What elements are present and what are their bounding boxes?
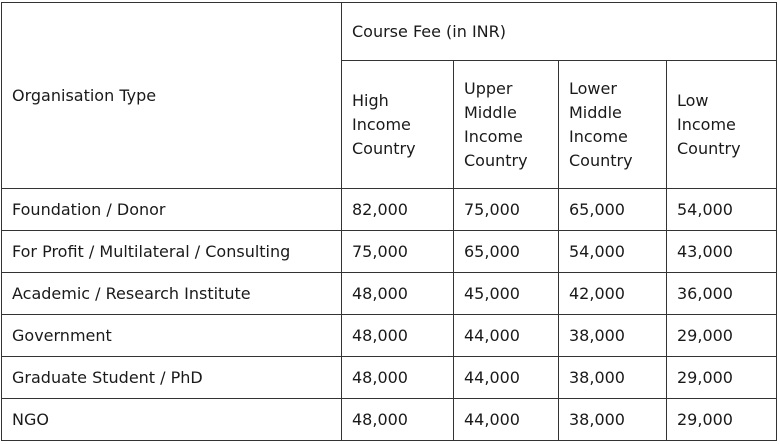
table-row: [2, 189, 777, 231]
lower-middle-income-country-header: Lower Middle Income Country: [559, 61, 667, 189]
organisation-cell: Graduate Student / PhD: [2, 357, 342, 399]
fee-cell: 42,000: [559, 273, 667, 315]
fee-cell: 65,000: [454, 231, 559, 273]
high-income-country-header: High Income Country: [342, 61, 454, 189]
header-row: [2, 3, 777, 61]
fee-cell: 48,000: [342, 273, 454, 315]
fee-cell-wrap: [677, 282, 766, 306]
fee-cell: 48,000: [342, 357, 454, 399]
table-row: [2, 273, 777, 315]
fee-cell: 29,000: [667, 399, 777, 441]
fee-cell: 38,000: [559, 357, 667, 399]
fee-cell: 45,000: [454, 273, 559, 315]
organisation-cell: Government: [2, 315, 342, 357]
table-row: [2, 315, 777, 357]
course-fee-table: [1, 2, 777, 441]
fee-cell: 44,000: [454, 357, 559, 399]
organisation-cell: NGO: [2, 399, 342, 441]
low-income-country-header: Low Income Country: [667, 61, 777, 189]
upper-middle-income-country-header: Upper Middle Income Country: [454, 61, 559, 189]
fee-cell: 54,000: [667, 189, 777, 231]
fee-cell: 44,000: [454, 315, 559, 357]
table-row: [2, 231, 777, 273]
fee-value: 36,000: [677, 283, 733, 303]
fee-cell: 29,000: [667, 315, 777, 357]
fee-cell: 82,000: [342, 189, 454, 231]
fee-cell: 43,000: [667, 231, 777, 273]
organisation-cell: Academic / Research Institute: [2, 273, 342, 315]
fee-cell: 48,000: [342, 399, 454, 441]
organisation-type-header: Organisation Type: [2, 3, 342, 189]
table-row: [2, 357, 777, 399]
table-row: [2, 399, 777, 441]
fee-cell: 65,000: [559, 189, 667, 231]
fee-cell-with-dropdown: [667, 273, 777, 315]
fee-cell: 75,000: [342, 231, 454, 273]
fee-cell: 44,000: [454, 399, 559, 441]
fee-cell: 75,000: [454, 189, 559, 231]
organisation-cell: Foundation / Donor: [2, 189, 342, 231]
organisation-cell: For Profit / Multilateral / Consulting: [2, 231, 342, 273]
fee-cell: 29,000: [667, 357, 777, 399]
fee-cell: 54,000: [559, 231, 667, 273]
fee-cell: 38,000: [559, 399, 667, 441]
fee-cell: 38,000: [559, 315, 667, 357]
course-fee-header: Course Fee (in INR): [342, 3, 777, 61]
fee-cell: 48,000: [342, 315, 454, 357]
